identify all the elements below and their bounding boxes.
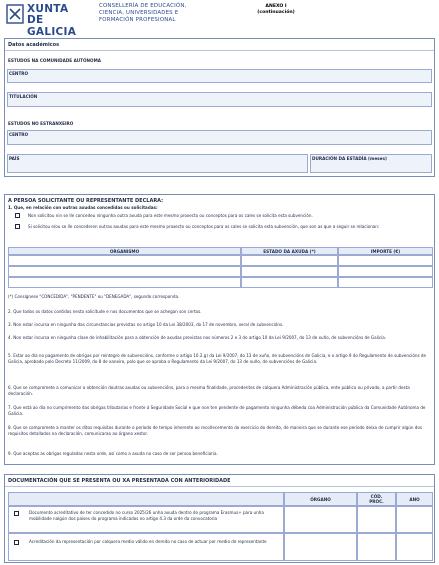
- doc-row-2-organ[interactable]: [284, 533, 357, 561]
- country-field[interactable]: [7, 154, 308, 173]
- aid-row-2-organism[interactable]: [8, 266, 241, 277]
- doc-row-1-year[interactable]: [396, 506, 433, 533]
- doc-row-1-organ[interactable]: [284, 506, 357, 533]
- doc-row-1-code[interactable]: [357, 506, 396, 533]
- declaration-section: [4, 194, 435, 465]
- logo-line1: XUNTA: [27, 3, 69, 15]
- declaration-item-8: 8. Que se compromete a manter os ditos requisitos durante o período de tempo inherente ao recoñecemento do exercicio do dereito, de maneira que se durante ese período deixa de cumprir algún dos requisitos detallados na declaración, comunicarao ao órgano xestor.: [8, 425, 422, 436]
- declaration-item-6: 6. Que se compromete a comunicar a obtención doutras axudas ou subvencións, para a mesma finalidade, procedentes de calquera Administración pública, ente público ou privado, a partir desta declaración.: [8, 385, 410, 396]
- other-aid-text: Si solicitou e/ou se lle concederon outras axudas para este mesmo proxecto ou conceptos para os cales se solicita esta subvención, que son as que a seguir se relacionan:: [28, 224, 380, 229]
- doc-2-checkbox[interactable]: [14, 540, 19, 545]
- annex-heading: [236, 4, 316, 16]
- aid-footnote: (*) Consígnese "CONCEDIDA", "PENDENTE" ou "DENEGADA", segundo corresponda.: [8, 294, 180, 299]
- doc-header-year: ANO: [396, 492, 433, 506]
- aid-table-header-status: ESTADO DA AXUDA (*): [241, 247, 338, 255]
- annex-subtitle: (continuación): [257, 10, 295, 15]
- declaration-item-4: 4. Non estar incursa en ningunha clase de inhabilitación para a obtención de axudas previstas nos números 2 e 3 do artigo 10 da Lei 9/2007, do 13 de xuño, de subvencións de Galicia.: [8, 335, 387, 340]
- duration-label: DURACIÓN DA ESTADÍA (meses): [312, 156, 387, 161]
- declaration-item-2: 2. Que todos os datos contidos nesta solicitude e nos documentos que se achegan son certos.: [8, 309, 202, 314]
- page-header: [6, 2, 433, 38]
- doc-1-checkbox[interactable]: [14, 511, 19, 516]
- doc-1-text: Documento acreditativo de ter concedido no curso 2025/26 unha axuda dentro do programa Erasmus+ para unha mobilidade nalgún dos países do programa indicados no artigo 4.3 da orde da convocatoria: [29, 510, 264, 521]
- academic-title: Datos académicos: [8, 42, 60, 48]
- doc-row-2-code[interactable]: [357, 533, 396, 561]
- doc-2-text: Acreditación da representación por calquera medio válido en dereito no caso de actuar por medio de representante: [29, 539, 267, 544]
- aid-row-3-organism[interactable]: [8, 277, 241, 288]
- declaration-item-1: 1. Que, en relación con outras axudas concedidas ou solicitadas:: [8, 205, 158, 210]
- logo-line2: DE GALICIA: [27, 14, 77, 38]
- aid-table-header-amount: IMPORTE (€): [338, 247, 433, 255]
- declaration-item-3: 3. Non estar incursa en ningunha das circunstancias previstas no artigo 10 da Lei 38/2003, do 17 de novembro, xeral de subvencións.: [8, 322, 284, 327]
- declaration-item-9: 9. Que aceptas as obrigas reguladas nesta orde, así como a axuda no caso de ser persoa beneficiaria.: [8, 451, 218, 456]
- documentation-section: [4, 474, 435, 563]
- doc-header-code-text: CÓD. PROC.: [369, 494, 384, 504]
- centre-field[interactable]: [7, 69, 432, 83]
- aid-table-header-organism: ORGANISMO: [8, 247, 241, 255]
- doc-header-organ: ÓRGANO: [284, 492, 357, 506]
- doc-row-2-description: [8, 533, 284, 561]
- aid-row-1-organism[interactable]: [8, 255, 241, 266]
- aid-row-1-amount[interactable]: [338, 255, 433, 266]
- declaration-title: A PERSOA SOLICITANTE OU REPRESENTANTE DECLARA:: [8, 198, 164, 204]
- no-other-aid-checkbox[interactable]: [15, 213, 20, 218]
- country-label: PAÍS: [9, 156, 20, 161]
- aid-row-3-amount[interactable]: [338, 277, 433, 288]
- annex-title: ANEXO I: [265, 4, 287, 9]
- aid-row-2-amount[interactable]: [338, 266, 433, 277]
- divider: [5, 50, 434, 51]
- declaration-item-7: 7. Que está ao día no cumprimento das obrigas tributarias e fronte á Seguridade Social e que non ten pendente de pagamento ningunha débeda coa Administración pública da Comunidade Autónoma de Galicia.: [8, 405, 426, 416]
- doc-table-blank-header: [8, 492, 284, 506]
- declaration-item-5: 5. Estar ao día no pagamento de obrigas por reintegro de subvencións, conforme o artigo 10.2.g) da Lei 9/2007, do 13 de xuño, de subvencións de Galicia, e o artigo 9 do Regulamento de subvencións de Galicia, aprobado polo Decreto 11/2009, do 8 de xaneiro, polo que se aproba o Regulamento da Lei 9/2007, do 13 de xuño, de subvencións de Galicia.: [8, 353, 427, 364]
- degree-field[interactable]: [7, 92, 432, 107]
- autonomous-heading: ESTUDOS NA COMUNIDADE AUTÓNOMA: [8, 58, 102, 63]
- xunta-logo: [6, 2, 96, 38]
- divider: [5, 486, 434, 487]
- centre-abroad-field[interactable]: [7, 130, 432, 145]
- centre-label: CENTRO: [9, 71, 29, 76]
- documentation-title: DOCUMENTACIÓN QUE SE PRESENTA OU XA PRESENTADA CON ANTERIORIDADE: [8, 478, 231, 484]
- doc-header-code: [357, 492, 396, 506]
- abroad-heading: ESTUDOS NO ESTRANXEIRO: [8, 121, 74, 126]
- other-aid-checkbox[interactable]: [15, 224, 20, 229]
- no-other-aid-text: Non solicitou nin se lle concedeu ningunha outra axuda para este mesmo proxecto ou conceptos para os cales se solicita esta subvención.: [28, 213, 313, 218]
- duration-field[interactable]: [310, 154, 432, 173]
- doc-row-2-year[interactable]: [396, 533, 433, 561]
- centre-abroad-label: CENTRO: [9, 132, 29, 137]
- doc-row-1-description: [8, 506, 284, 533]
- aid-row-2-status[interactable]: [241, 266, 338, 277]
- aid-row-1-status[interactable]: [241, 255, 338, 266]
- academic-data-section: [4, 38, 435, 177]
- degree-label: TITULACIÓN: [9, 94, 38, 99]
- aid-row-3-status[interactable]: [241, 277, 338, 288]
- department-name: CONSELLERÍA DE EDUCACIÓN, CIENCIA, UNIVERSIDADES E FORMACIÓN PROFESIONAL: [99, 3, 187, 23]
- xunta-emblem-icon: [6, 4, 24, 24]
